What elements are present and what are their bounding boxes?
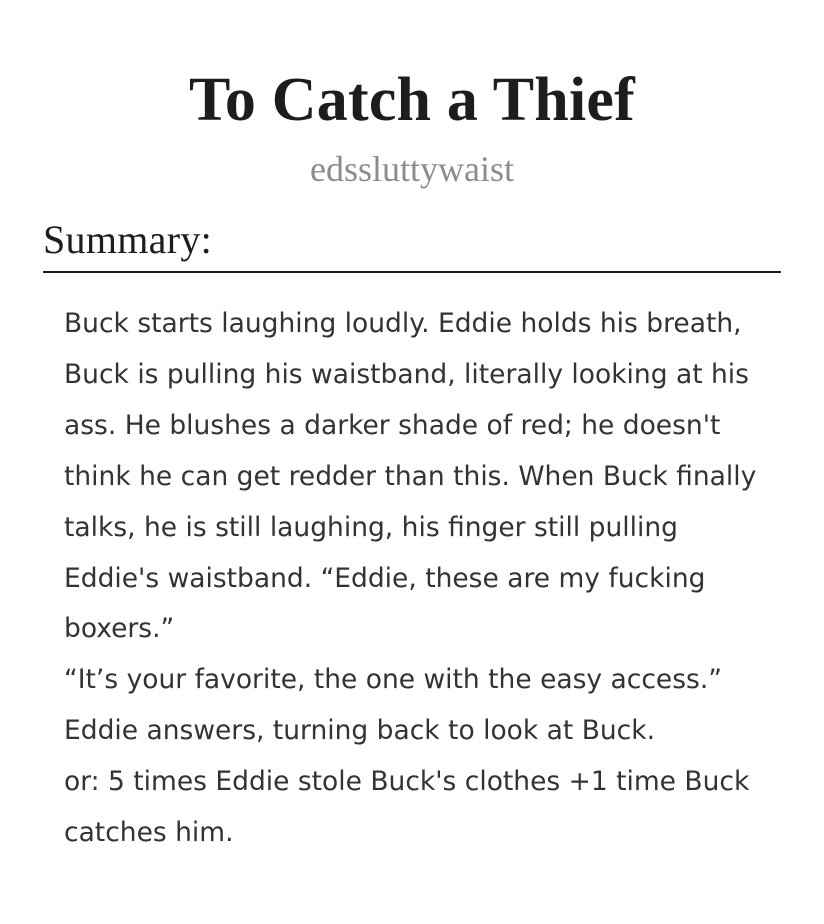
page-title: To Catch a Thief	[189, 66, 635, 134]
summary-paragraph: “It’s your favorite, the one with the easy access.” Eddie answers, turning back to look at Buck.	[64, 664, 722, 747]
author-byline[interactable]: edssluttywaist	[310, 149, 514, 190]
summary-paragraph: Buck starts laughing loudly. Eddie holds his breath, Buck is pulling his waistband, literally looking at his ass. He blushes a darker shade of red; he doesn't think he can get redder than this. When Buck finally talks, he is still laughing, his finger still pulling Eddie's waistband. “Eddie, these are my fucking boxers.”	[64, 308, 757, 645]
summary-body	[40, 299, 784, 859]
summary-paragraph: or: 5 times Eddie stole Buck's clothes +1 time Buck catches him.	[64, 766, 750, 848]
summary-heading: Summary:	[43, 216, 781, 273]
summary-section	[40, 216, 784, 273]
